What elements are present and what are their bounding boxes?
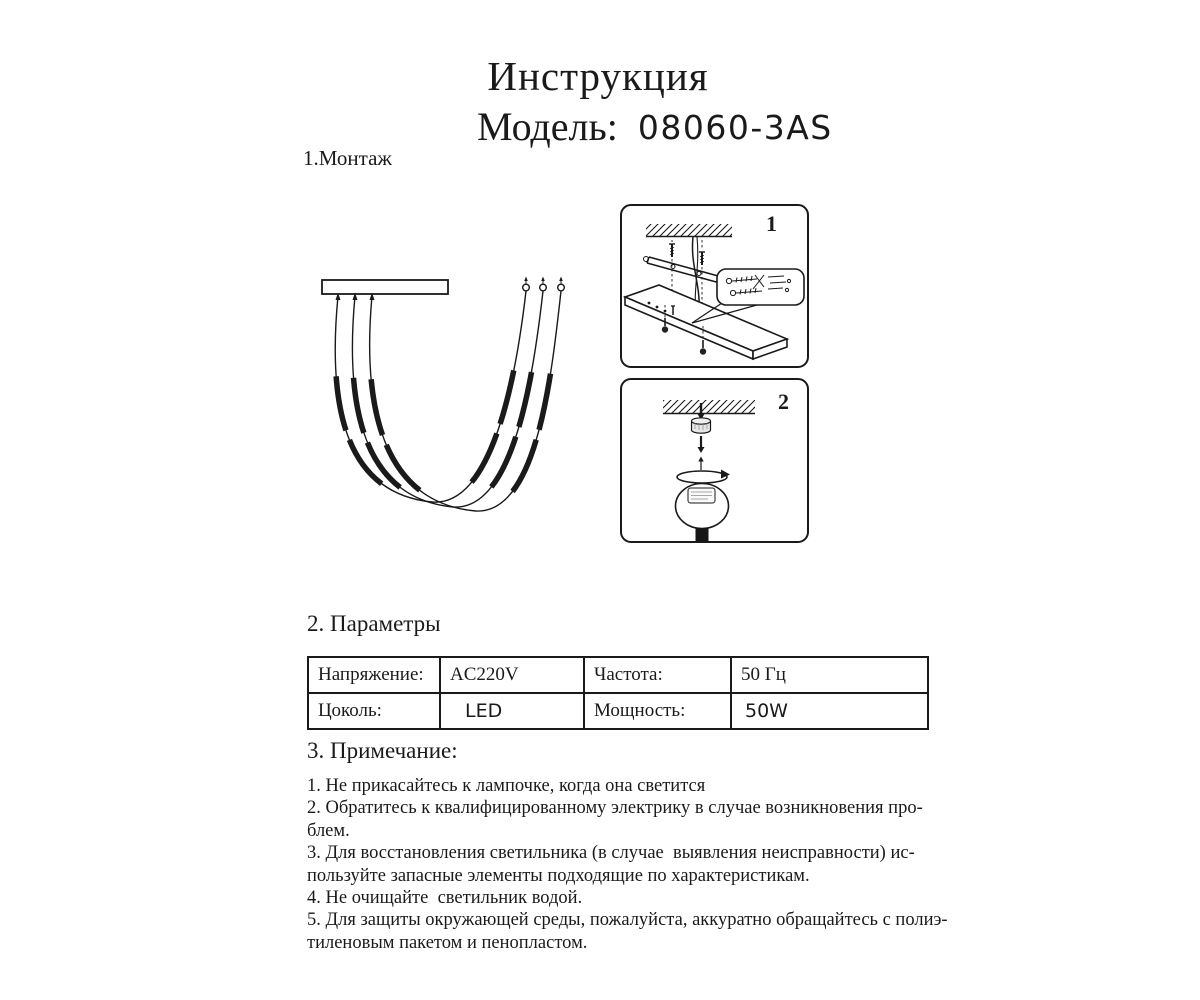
mounting-bar <box>322 280 448 294</box>
model-label: Модель: <box>477 104 618 149</box>
param-label: Напряжение: <box>308 657 440 693</box>
parameters-table <box>307 656 929 730</box>
param-label: Мощность: <box>584 693 731 729</box>
note-line: 1. Не прикасайтесь к лампочке, когда она светится <box>307 776 706 796</box>
section-parameters-heading: 2. Параметры <box>307 611 441 636</box>
param-value: 50W <box>731 693 928 729</box>
param-value: LED <box>440 693 584 729</box>
section-montage-heading: 1.Монтаж <box>303 146 392 170</box>
figure-2-number: 2 <box>778 389 789 414</box>
chandelier-diagram <box>322 277 564 512</box>
note-line: 2. Обратитесь к квалифицированному электрику в случае возникновения про- <box>307 798 923 819</box>
param-label: Цоколь: <box>308 693 440 729</box>
figure-1-number: 1 <box>766 211 777 236</box>
param-value: 50 Гц <box>731 657 928 693</box>
note-line: блем. <box>307 820 350 841</box>
model-line <box>477 103 833 150</box>
globe-label <box>688 488 715 503</box>
ceiling-hatch <box>663 400 755 414</box>
param-value: AC220V <box>440 657 584 693</box>
note-line: 4. Не очищайте светильник водой. <box>307 888 583 909</box>
table-row <box>308 657 928 693</box>
note-line: пользуйте запасные элементы подходящие по характеристикам. <box>307 865 810 886</box>
ceiling-hatch <box>646 224 732 237</box>
cable-end-connectors <box>523 277 565 291</box>
cable-1 <box>335 291 526 502</box>
montage-diagrams <box>290 195 815 550</box>
cable-3 <box>370 291 561 511</box>
table-row <box>308 693 928 729</box>
figure-1-installation <box>621 205 808 367</box>
page-title: Инструкция <box>487 53 709 99</box>
notes-list <box>307 775 948 954</box>
note-line: 5. Для защиты окружающей среды, пожалуйста, аккуратно обращайтесь с полиэ- <box>307 910 948 931</box>
model-number: 08060-3AS <box>637 108 833 147</box>
figure-2-installation <box>621 379 808 542</box>
globe-stem <box>696 528 709 542</box>
note-line: тиленовым пакетом и пенопластом. <box>307 932 588 953</box>
ceiling-cup <box>692 418 711 433</box>
param-label: Частота: <box>584 657 731 693</box>
cable-2 <box>352 291 543 507</box>
section-notes-heading: 3. Примечание: <box>307 738 458 763</box>
note-line: 3. Для восстановления светильника (в случае выявления неисправности) ис- <box>307 843 915 864</box>
